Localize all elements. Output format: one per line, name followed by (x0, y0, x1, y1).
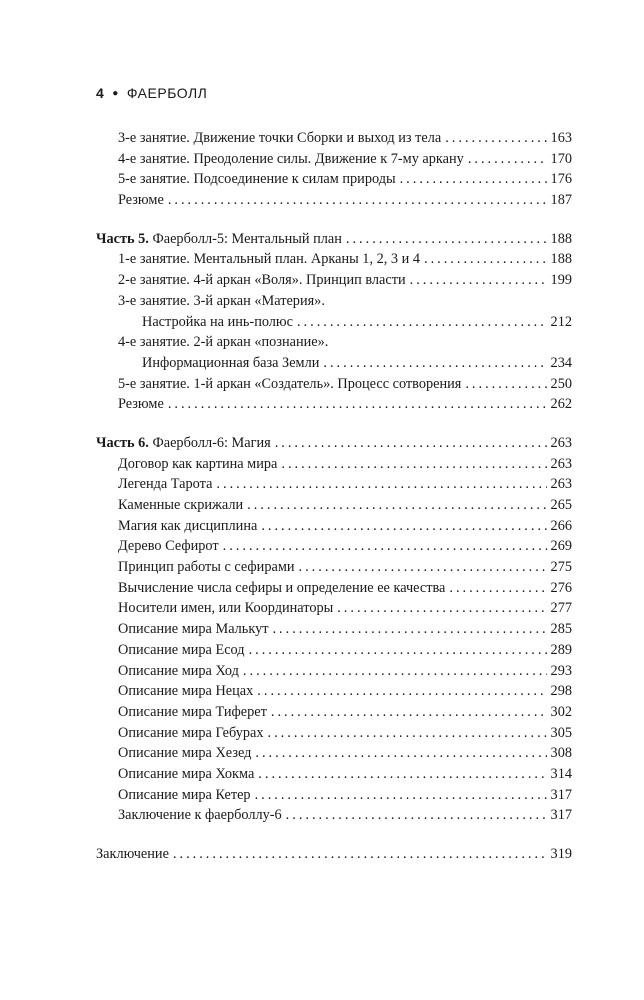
toc-entry[interactable] (96, 598, 572, 619)
toc-entry[interactable] (96, 536, 572, 557)
toc-entry[interactable] (96, 229, 572, 250)
toc-entry-title: Каменные скрижали (118, 497, 244, 513)
part-title: Фаерболл-5: Ментальный план (148, 230, 342, 247)
toc-entry-title: Описание мира Нецах (118, 683, 254, 700)
dot-leader (275, 433, 547, 454)
dot-leader (468, 149, 547, 170)
toc-entry-title: Настройка на инь-полюс (142, 313, 293, 330)
dot-leader (168, 190, 547, 211)
dot-leader (281, 454, 546, 475)
toc-page-number: 212 (550, 313, 572, 330)
toc-page-number: 305 (550, 724, 572, 741)
toc-entry-title: 5-е занятие. 1-й аркан «Создатель». Процесс сотворения (118, 375, 462, 392)
toc-entry-title: Резюме (118, 396, 164, 413)
toc-entry-title: 3-е занятие. Движение точки Сборки и выход из тела (118, 130, 442, 146)
dot-leader (299, 557, 547, 578)
dot-leader (168, 394, 547, 415)
dot-leader (445, 128, 546, 149)
dot-leader (247, 495, 546, 516)
toc-entry-title (96, 229, 342, 250)
toc-entry[interactable] (96, 578, 572, 599)
toc-entry[interactable] (96, 681, 572, 702)
dot-leader (255, 785, 547, 806)
toc-entry[interactable] (96, 394, 572, 415)
book-title: ФАЕРБОЛЛ (126, 85, 208, 101)
toc-page-number: 188 (550, 251, 572, 268)
dot-leader (216, 474, 546, 495)
toc-entry-title: Описание мира Хезед (118, 745, 252, 762)
toc-page-number: 269 (550, 538, 572, 555)
toc-page-number: 262 (550, 396, 572, 413)
toc-page-number: 293 (550, 662, 572, 679)
toc-page-number: 199 (550, 272, 572, 289)
toc-entry[interactable] (96, 190, 572, 211)
running-header (96, 85, 207, 101)
toc-entry-title: Принцип работы с сефирами (118, 559, 295, 576)
table-of-contents (96, 128, 572, 883)
toc-entry-title: Договор как картина мира (118, 455, 278, 472)
toc-page-number: 163 (550, 130, 572, 146)
toc-page-number: 319 (550, 846, 572, 862)
dot-leader (286, 805, 547, 826)
toc-entry-title: 5-е занятие. Подсоединение к силам природы (118, 171, 396, 188)
dot-leader (465, 374, 546, 395)
toc-entry[interactable] (96, 433, 572, 454)
toc-page-number: 317 (550, 786, 572, 803)
toc-entry[interactable] (96, 844, 572, 865)
dot-leader (337, 598, 546, 619)
toc-page-number: 277 (550, 600, 572, 617)
toc-page-number: 265 (550, 497, 572, 513)
part-label: Часть 6. (96, 434, 149, 451)
toc-page-number: 302 (550, 703, 572, 720)
toc-entry-title: Дерево Сефирот (118, 538, 219, 555)
toc-entry[interactable] (96, 723, 572, 744)
toc-page-number: 289 (550, 641, 572, 658)
dot-leader (268, 723, 547, 744)
toc-entry-title (96, 433, 271, 454)
toc-entry-title: Описание мира Гебурах (118, 724, 264, 741)
toc-entry-title: Магия как дисциплина (118, 517, 258, 534)
toc-entry-title: Описание мира Тиферет (118, 703, 267, 720)
toc-page-number: 285 (550, 621, 572, 638)
toc-page-number: 250 (550, 375, 572, 392)
dot-leader (223, 536, 547, 557)
toc-page-number: 263 (550, 476, 572, 493)
dot-leader (258, 764, 546, 785)
toc-page-number: 188 (550, 230, 572, 247)
toc-entry[interactable] (96, 785, 572, 806)
toc-page-number: 317 (550, 807, 572, 824)
dot-leader (173, 844, 547, 865)
dot-leader (410, 270, 547, 291)
toc-entry[interactable] (96, 169, 572, 190)
dot-leader (261, 516, 546, 537)
toc-entry[interactable] (96, 743, 572, 764)
dot-leader (257, 681, 546, 702)
toc-entry-title: Описание мира Малькут (118, 621, 269, 638)
toc-section (96, 229, 572, 415)
toc-entry[interactable] (96, 312, 572, 333)
toc-entry-title: 4-е занятие. Преодоление силы. Движение к 7-му аркану (118, 150, 464, 167)
toc-page-number: 170 (550, 150, 572, 167)
toc-entry[interactable] (96, 805, 572, 826)
toc-entry-title: Описание мира Ход (118, 662, 239, 679)
toc-entry[interactable] (96, 149, 572, 170)
toc-entry-title: Заключение (96, 846, 169, 862)
toc-entry[interactable] (96, 516, 572, 537)
dot-leader (449, 578, 546, 599)
toc-entry-title: Вычисление числа сефиры и определение ее качества (118, 579, 446, 596)
toc-page-number: 308 (550, 745, 572, 762)
toc-page-number: 266 (550, 517, 572, 534)
dot-leader (272, 619, 546, 640)
toc-entry-title: Описание мира Кетер (118, 786, 251, 803)
toc-entry[interactable] (96, 249, 572, 270)
dot-leader (271, 702, 547, 723)
dot-leader (255, 743, 546, 764)
toc-entry-title: Носители имен, или Координаторы (118, 600, 334, 617)
dot-leader (424, 249, 547, 270)
part-title: Фаерболл-6: Магия (148, 434, 271, 451)
dot-leader (297, 312, 547, 333)
toc-page-number: 275 (550, 559, 572, 576)
toc-page-number: 314 (550, 765, 572, 782)
toc-section (96, 128, 572, 211)
toc-entry-title: 1-е занятие. Ментальный план. Арканы 1, 2, 3 и 4 (118, 251, 420, 268)
toc-page-number: 276 (550, 579, 572, 596)
toc-entry[interactable] (96, 557, 572, 578)
page-number: 4 (96, 85, 105, 101)
toc-page-number: 298 (550, 683, 572, 700)
toc-page-number: 187 (550, 192, 572, 209)
toc-page-number: 176 (550, 171, 572, 188)
toc-entry[interactable] (96, 270, 572, 291)
dot-leader (400, 169, 547, 190)
toc-entry-title: 4-е занятие. 2-й аркан «познание». (118, 334, 329, 351)
toc-entry[interactable] (96, 764, 572, 785)
toc-entry-title: Резюме (118, 192, 164, 209)
toc-entry-title: Заключение к фаерболлу-6 (118, 807, 282, 824)
toc-entry[interactable] (96, 619, 572, 640)
dot-leader (346, 229, 547, 250)
toc-entry-title: Легенда Тарота (118, 476, 213, 493)
dot-leader (323, 353, 546, 374)
toc-page-number: 234 (550, 354, 572, 371)
bullet-separator: ● (112, 87, 119, 99)
toc-page-number: 263 (550, 455, 572, 472)
toc-entry-title: Информационная база Земли (142, 354, 320, 371)
toc-entry[interactable] (96, 640, 572, 661)
toc-entry[interactable] (96, 374, 572, 395)
toc-entry[interactable] (96, 128, 572, 149)
toc-entry[interactable] (96, 702, 572, 723)
toc-entry[interactable] (96, 454, 572, 475)
dot-leader (243, 661, 547, 682)
toc-entry[interactable] (96, 474, 572, 495)
toc-entry-title: Описание мира Есод (118, 641, 245, 658)
toc-entry[interactable] (96, 353, 572, 374)
part-label: Часть 5. (96, 230, 149, 247)
toc-entry[interactable] (96, 661, 572, 682)
dot-leader (249, 640, 547, 661)
toc-entry[interactable] (96, 495, 572, 516)
toc-page-number: 263 (550, 434, 572, 451)
toc-entry-title: 2-е занятие. 4-й аркан «Воля». Принцип власти (118, 272, 406, 289)
toc-entry-title: Описание мира Хокма (118, 765, 255, 782)
toc-entry-title: 3-е занятие. 3-й аркан «Материя». (118, 292, 325, 309)
toc-section (96, 844, 572, 865)
toc-section (96, 433, 572, 826)
